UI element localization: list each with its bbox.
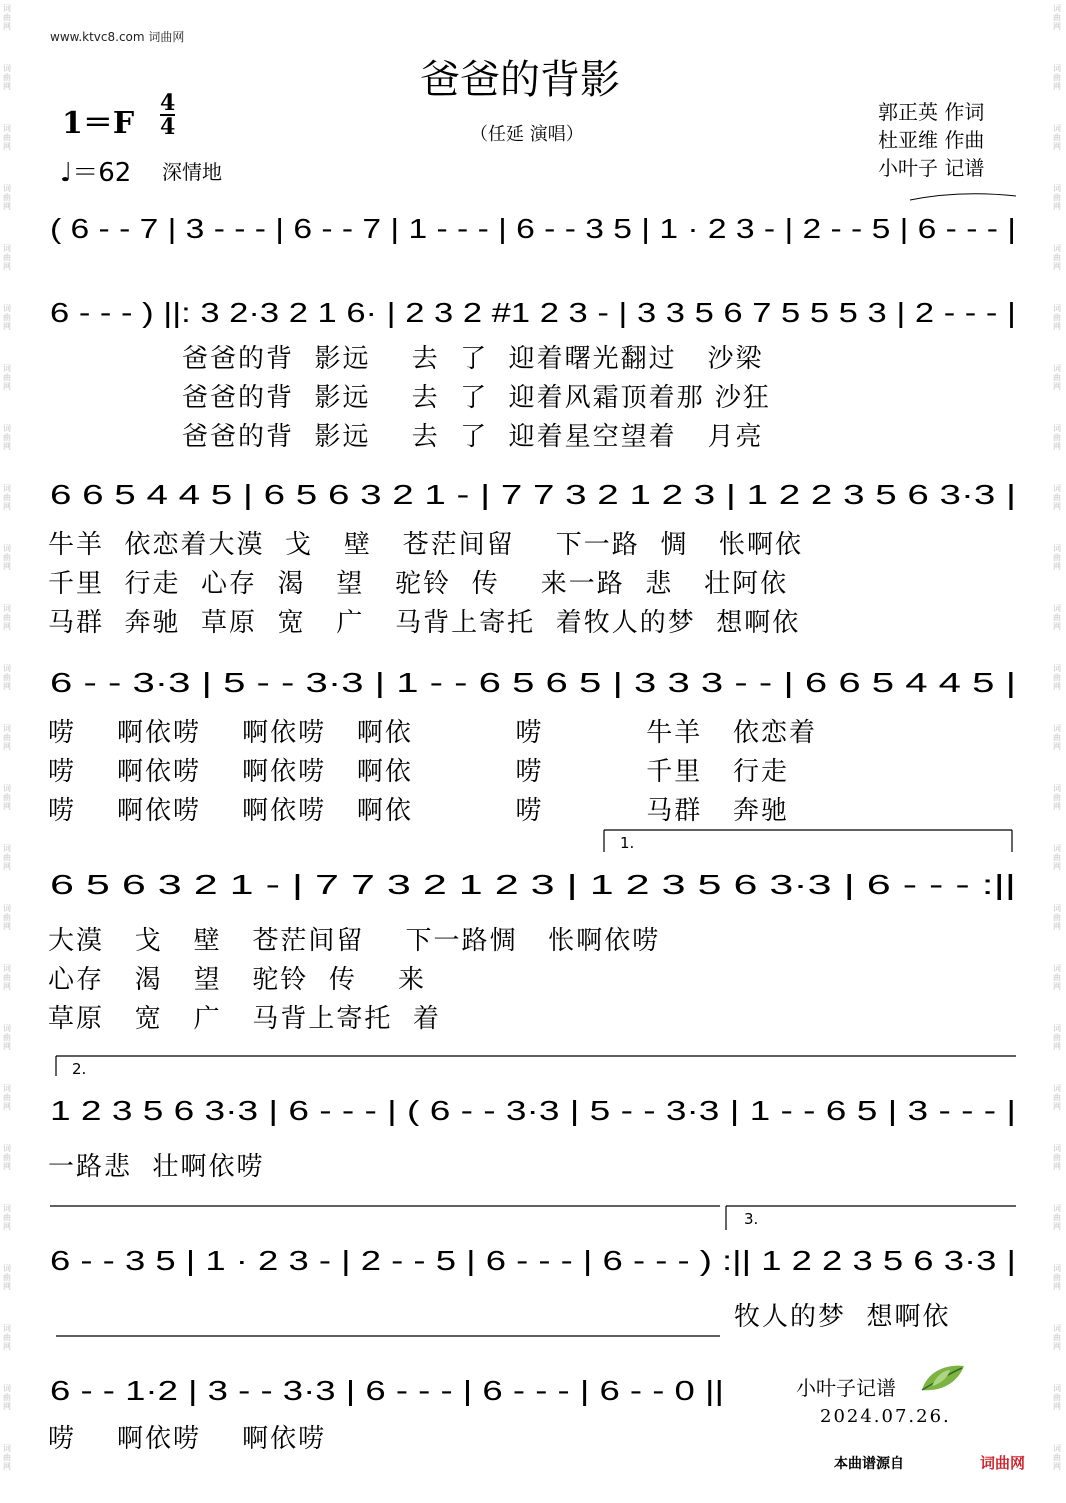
- song-title: 爸爸的背影: [420, 57, 620, 103]
- source-site-link[interactable]: 词曲网: [980, 1454, 1026, 1472]
- lyricist-credit: 郭正英 作词: [878, 100, 985, 124]
- lyric-row: 爸爸的背 影远 去 了 迎着风霜顶着那 沙狂: [182, 383, 771, 413]
- notation-line-5: 6 5 6 3 2 1 - | 7 7 3 2 1 2 3 | 1 2 3 5 6 3·3 | 6 - - - :||: [50, 869, 1016, 900]
- lyric-row: 草原 宽 广 马背上寄托 着: [48, 1004, 441, 1034]
- notation-line-4: 6 - - 3·3 | 5 - - 3·3 | 1 - - 6 5 6 5 | 3 3 3 - - | 6 6 5 4 4 5 |: [50, 667, 1016, 698]
- expression-mark: 深情地: [162, 160, 222, 184]
- volta-1-label: 1.: [620, 834, 635, 852]
- notation-line-2: 6 - - - ) ||: 3 2·3 2 1 6· | 2 3 2 #1 2 3 - | 3 3 5 6 7 5 5 5 3 | 2 - - - |: [50, 297, 1016, 328]
- lyric-row: 唠 啊依唠 啊依唠: [48, 1424, 327, 1454]
- left-watermark-strip: 词 曲 网 词 曲 网 词 曲 网 词 曲 网 词 曲 网 词 曲 网 词 曲 网 词 曲 网 词 曲 网 词 曲 网 词 曲 网 词 曲 网 词 曲 网 词 曲 网 词 曲 网 词 曲 网 词 曲 网 词 曲 网 词 曲 网 词 曲 网 词 曲 网 词 曲 网 词 曲 网 词 曲 网 词 曲 网: [3, 4, 11, 1471]
- lyric-row: 大漠 戈 壁 苍茫间留 下一路惆 怅啊依唠: [48, 926, 661, 956]
- lyric-row: 爸爸的背 影远 去 了 迎着曙光翻过 沙梁: [182, 344, 764, 374]
- tempo-mark: ♩＝62: [60, 158, 132, 188]
- lyric-row: 唠 啊依唠 啊依唠 啊依 唠 千里 行走: [48, 757, 789, 787]
- notation-line-7: 6 - - 3 5 | 1 · 2 3 - | 2 - - 5 | 6 - - - | 6 - - - ) :|| 1 2 2 3 5 6 3·3 |: [50, 1245, 1016, 1276]
- lyric-row: 爸爸的背 影远 去 了 迎着星空望着 月亮: [182, 422, 764, 452]
- tie-arc: [910, 194, 1016, 200]
- lyric-row: 马群 奔驰 草原 宽 广 马背上寄托 着牧人的梦 想啊依: [48, 608, 801, 638]
- notation-line-8: 6 - - 1·2 | 3 - - 3·3 | 6 - - - | 6 - - - | 6 - - 0 ||: [50, 1375, 724, 1406]
- volta-2-label: 2.: [72, 1060, 87, 1078]
- site-url[interactable]: www.ktvc8.com 词曲网: [50, 30, 185, 44]
- source-label: 本曲谱源自: [834, 1456, 904, 1472]
- transcriber-signature: 小叶子记谱: [796, 1376, 896, 1400]
- lyric-row: 唠 啊依唠 啊依唠 啊依 唠 牛羊 依恋着: [48, 718, 817, 748]
- leaf-icon: [918, 1360, 968, 1396]
- notation-line-6: 1 2 3 5 6 3·3 | 6 - - - | ( 6 - - 3·3 | 5 - - 3·3 | 1 - - 6 5 | 3 - - - |: [50, 1095, 1016, 1126]
- lyric-row: 唠 啊依唠 啊依唠 啊依 唠 马群 奔驰: [48, 796, 789, 826]
- composer-credit: 杜亚维 作曲: [878, 128, 985, 152]
- time-signature: $\frac{4}{4}$: [160, 90, 176, 140]
- transcriber-credit: 小叶子 记谱: [878, 156, 985, 180]
- singer-credit: （任延 演唱）: [470, 124, 584, 145]
- lyric-row: 一路悲 壮啊依唠: [48, 1152, 265, 1182]
- key-signature: 1＝F: [62, 106, 135, 141]
- lyric-row: 牛羊 依恋着大漠 戈 壁 苍茫间留 下一路 惆 怅啊依: [48, 530, 804, 560]
- lyric-row: 牧人的梦 想啊依: [734, 1302, 951, 1332]
- transcription-date: 2024.07.26.: [820, 1406, 951, 1427]
- notation-line-3: 6 6 5 4 4 5 | 6 5 6 3 2 1 - | 7 7 3 2 1 2 3 | 1 2 2 3 5 6 3·3 |: [50, 479, 1016, 510]
- lyric-row: 千里 行走 心存 渴 望 驼铃 传 来一路 悲 壮阿依: [48, 569, 789, 599]
- right-watermark-strip: 词 曲 网 词 曲 网 词 曲 网 词 曲 网 词 曲 网 词 曲 网 词 曲 网 词 曲 网 词 曲 网 词 曲 网 词 曲 网 词 曲 网 词 曲 网 词 曲 网 词 曲 网 词 曲 网 词 曲 网 词 曲 网 词 曲 网 词 曲 网 词 曲 网 词 曲 网 词 曲 网 词 曲 网 词 曲 网: [1053, 4, 1061, 1471]
- quarter-note-icon: ♩: [60, 158, 73, 188]
- lyric-row: 心存 渴 望 驼铃 传 来: [48, 965, 426, 995]
- notation-line-1: ( 6 - - 7 | 3 - - - | 6 - - 7 | 1 - - - | 6 - - 3 5 | 1 · 2 3 - | 2 - - 5 | 6 - - - |: [50, 213, 1017, 244]
- volta-3-label: 3.: [744, 1210, 759, 1228]
